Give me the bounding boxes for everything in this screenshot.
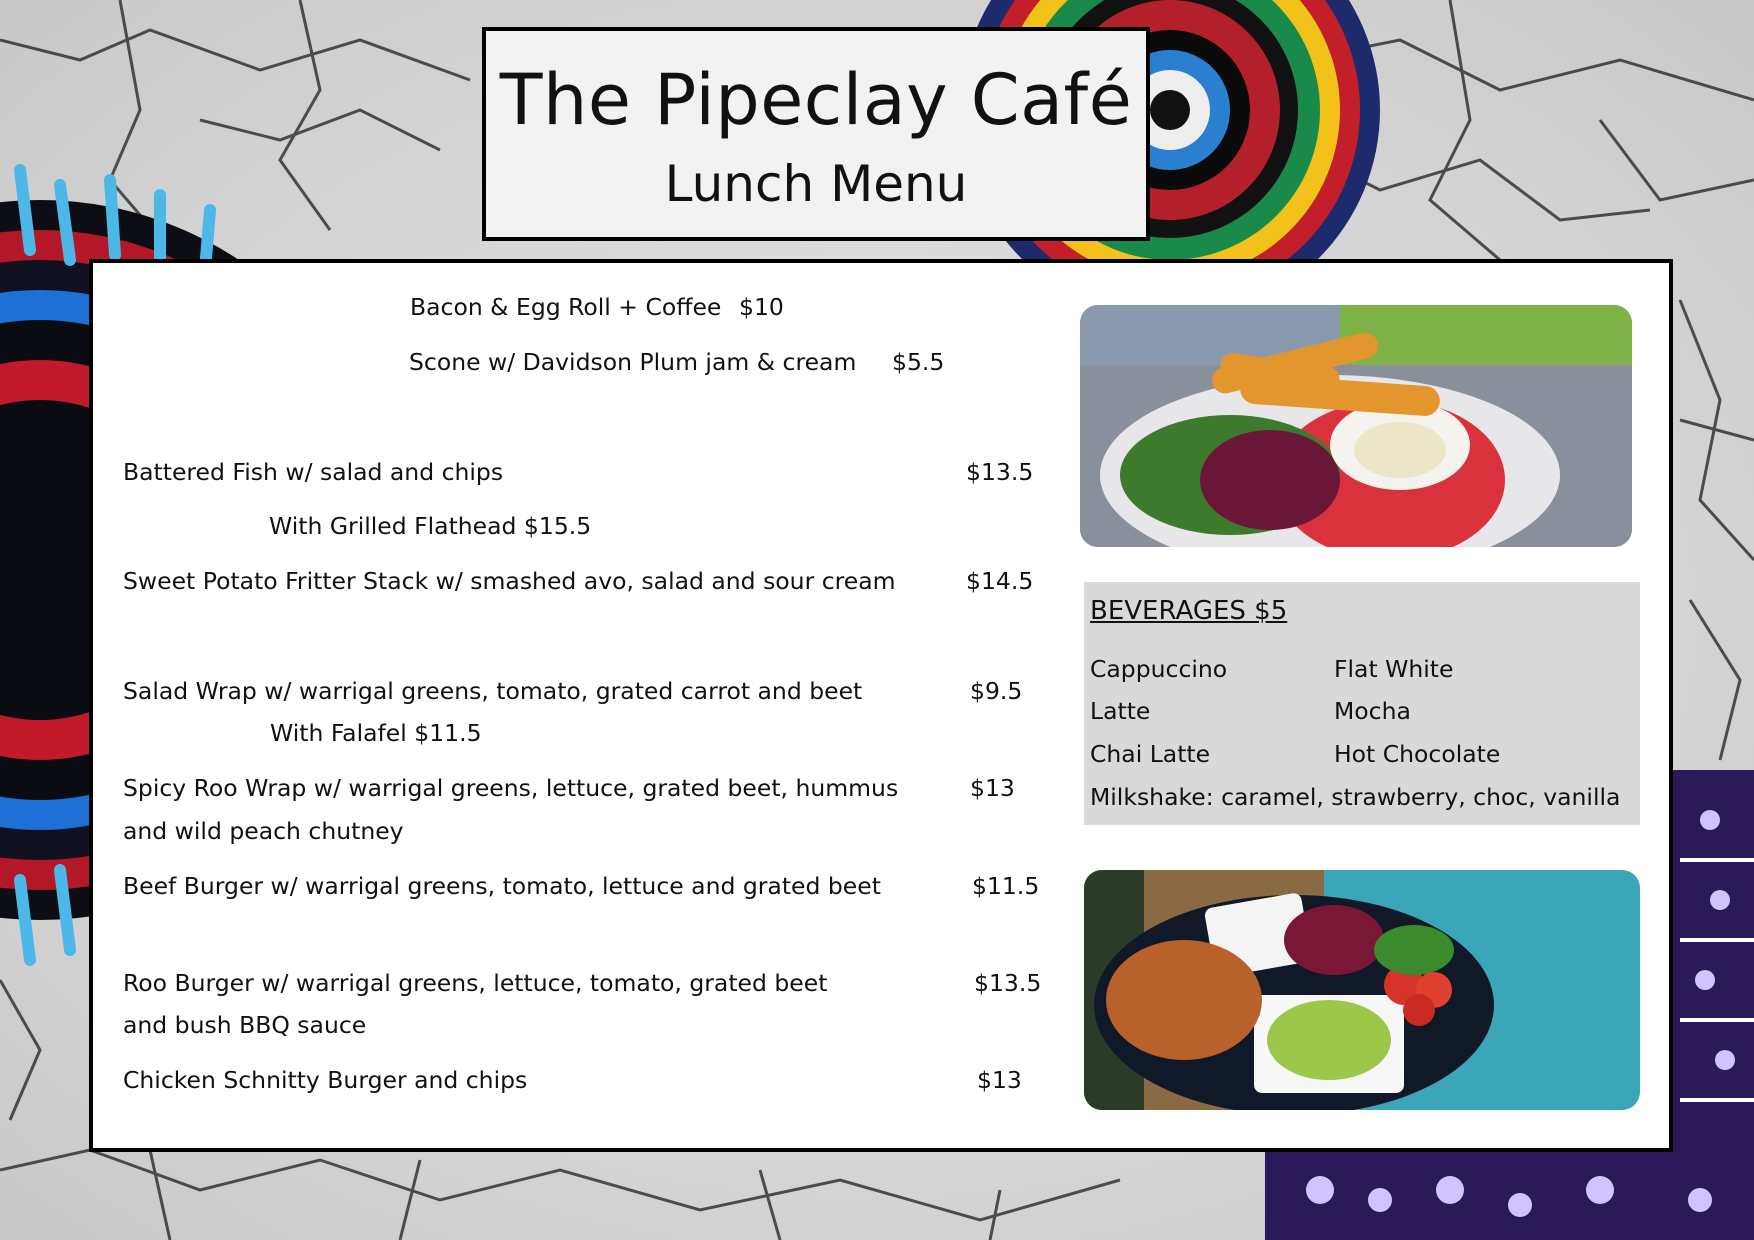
title-box xyxy=(482,27,1150,241)
special-name: Bacon & Egg Roll + Coffee xyxy=(410,293,722,321)
menu-item-continuation: and bush BBQ sauce xyxy=(123,1011,367,1039)
special-price: $5.5 xyxy=(892,348,945,376)
menu-item-name: Battered Fish w/ salad and chips xyxy=(123,458,504,486)
menu-item-name: Beef Burger w/ warrigal greens, tomato, lettuce and grated beet xyxy=(123,872,881,900)
fritter-plate-photo xyxy=(1084,870,1640,1110)
beverage-item: Hot Chocolate xyxy=(1334,740,1501,768)
menu-item-price: $13.5 xyxy=(966,458,1034,486)
special-name: Scone w/ Davidson Plum jam & cream xyxy=(409,348,857,376)
fish-and-chips-photo xyxy=(1080,305,1632,547)
beverage-item: Latte xyxy=(1090,697,1151,725)
menu-item-name: Chicken Schnitty Burger and chips xyxy=(123,1066,528,1094)
menu-item-price: $11.5 xyxy=(972,872,1040,900)
menu-item-name: Salad Wrap w/ warrigal greens, tomato, grated carrot and beet xyxy=(123,677,863,705)
menu-item-name: Spicy Roo Wrap w/ warrigal greens, lettuce, grated beet, hummus xyxy=(123,774,899,802)
menu-subtitle: Lunch Menu xyxy=(664,155,968,213)
menu-item-name: Roo Burger w/ warrigal greens, lettuce, tomato, grated beet xyxy=(123,969,828,997)
menu-item-price: $14.5 xyxy=(966,567,1034,595)
beverage-item: Chai Latte xyxy=(1090,740,1211,768)
beverage-item: Flat White xyxy=(1334,655,1454,683)
special-price: $10 xyxy=(739,293,784,321)
menu-item-continuation: and wild peach chutney xyxy=(123,817,404,845)
menu-item-name: Sweet Potato Fritter Stack w/ smashed avo, salad and sour cream xyxy=(123,567,896,595)
menu-item-price: $13 xyxy=(977,1066,1022,1094)
beverage-item: Mocha xyxy=(1334,697,1411,725)
menu-item-option: With Grilled Flathead $15.5 xyxy=(269,512,592,540)
milkshake-item: Milkshake: caramel, strawberry, choc, vanilla xyxy=(1090,783,1621,811)
beverage-item: Cappuccino xyxy=(1090,655,1228,683)
menu-item-price: $9.5 xyxy=(970,677,1023,705)
menu-item-option: With Falafel $11.5 xyxy=(270,719,482,747)
menu-item-price: $13 xyxy=(970,774,1015,802)
menu-item-price: $13.5 xyxy=(974,969,1042,997)
cafe-title: The Pipeclay Café xyxy=(499,59,1133,141)
beverages-title: BEVERAGES $5 xyxy=(1090,596,1288,626)
beverages-box xyxy=(1084,582,1640,825)
